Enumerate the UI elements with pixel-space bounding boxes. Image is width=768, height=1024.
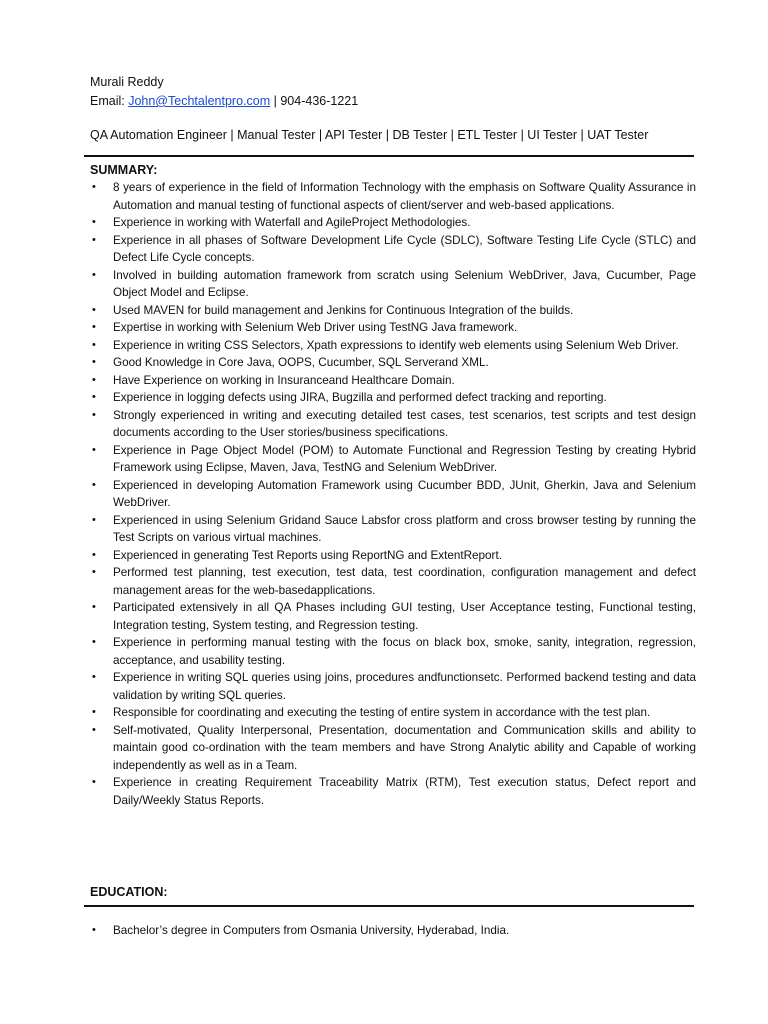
list-item-text: Good Knowledge in Core Java, OOPS, Cucumber, SQL Serverand XML.	[113, 356, 489, 369]
bullet-icon: •	[92, 373, 96, 386]
list-item	[90, 922, 696, 940]
education-divider	[84, 905, 694, 907]
bullet-icon: •	[92, 671, 96, 683]
list-item	[90, 634, 696, 669]
bullet-icon: •	[92, 338, 96, 351]
list-item	[90, 372, 696, 390]
list-item-text: Experience in working with Waterfall and AgileProject Methodologies.	[113, 216, 471, 229]
list-item	[90, 564, 696, 599]
list-item	[90, 354, 696, 372]
bullet-icon: •	[92, 706, 96, 718]
bullet-icon: •	[92, 478, 96, 491]
bullet-icon: •	[92, 924, 96, 936]
list-item	[90, 214, 696, 232]
bullet-icon: •	[92, 601, 96, 613]
candidate-name: Murali Reddy	[90, 75, 164, 89]
summary-list	[90, 179, 696, 809]
list-item	[90, 267, 696, 302]
bullet-icon: •	[92, 233, 96, 246]
header-divider	[84, 155, 694, 157]
list-item-text: Experience in writing CSS Selectors, Xpath expressions to identify web elements using Selenium Web Driver.	[113, 338, 679, 352]
bullet-icon: •	[92, 303, 96, 316]
list-item-text: Strongly experienced in writing and executing detailed test cases, test scenarios, test scripts and test design documents according to the User stories/business specifications.	[113, 408, 696, 439]
list-item-text: Used MAVEN for build management and Jenkins for Continuous Integration of the builds.	[113, 303, 574, 317]
bullet-icon: •	[92, 776, 96, 788]
list-item-text: 8 years of experience in the field of Information Technology with the emphasis on Software Quality Assurance in Automation and manual testing of functional aspects of client/server and web-based applications.	[113, 181, 696, 212]
list-item	[90, 477, 696, 512]
education-heading: EDUCATION:	[90, 885, 168, 899]
list-item-text: Experienced in developing Automation Framework using Cucumber BDD, JUnit, Gherkin, Java and Selenium WebDriver.	[113, 478, 696, 509]
bullet-icon: •	[92, 513, 96, 526]
list-item	[90, 774, 696, 809]
bullet-icon: •	[92, 356, 96, 368]
list-item	[90, 704, 696, 722]
list-item-text: Responsible for coordinating and executing the testing of entire system in accordance with the test plan.	[113, 706, 651, 719]
bullet-icon: •	[92, 321, 96, 333]
list-item-text: Experience in performing manual testing with the focus on black box, smoke, sanity, integration, regression, acceptance, and usability testing.	[113, 636, 696, 667]
summary-heading: SUMMARY:	[90, 163, 158, 177]
list-item-text: Expertise in working with Selenium Web Driver using TestNG Java framework.	[113, 321, 518, 334]
list-item-text: Experience in logging defects using JIRA, Bugzilla and performed defect tracking and reporting.	[113, 391, 607, 404]
email-link[interactable]: John@Techtalentpro.com	[128, 94, 271, 108]
list-item-text: Bachelor’s degree in Computers from Osmania University, Hyderabad, India.	[113, 924, 510, 937]
list-item-text: Experienced in generating Test Reports using ReportNG and ExtentReport.	[113, 548, 502, 562]
bullet-icon: •	[92, 636, 96, 648]
job-titles: QA Automation Engineer | Manual Tester | API Tester | DB Tester | ETL Tester | UI Tester | UAT Tester	[90, 128, 649, 142]
list-item	[90, 512, 696, 547]
bullet-icon: •	[92, 216, 96, 228]
list-item	[90, 547, 696, 565]
bullet-icon: •	[92, 548, 96, 561]
list-item	[90, 669, 696, 704]
education-list	[90, 922, 696, 940]
list-item-text: Self-motivated, Quality Interpersonal, Presentation, documentation and Communication skills and ability to maintain good co-ordination with the team members and have Strong Analytic ability and Capable of working independently as well as in a Team.	[113, 723, 696, 772]
bullet-icon: •	[92, 443, 96, 456]
list-item	[90, 407, 696, 442]
list-item-text: Involved in building automation framework from scratch using Selenium WebDriver, Java, Cucumber, Page Object Model and Eclipse.	[113, 268, 696, 299]
list-item-text: Experience in all phases of Software Development Life Cycle (SDLC), Software Testing Life Cycle (STLC) and Defect Life Cycle concepts.	[113, 233, 696, 264]
list-item-text: Performed test planning, test execution, test data, test coordination, configuration management and defect management areas for the web-basedapplications.	[113, 566, 696, 597]
email-label: Email:	[90, 94, 129, 108]
list-item	[90, 599, 696, 634]
list-item-text: Experience in creating Requirement Traceability Matrix (RTM), Test execution status, Defect report and Daily/Weekly Status Reports.	[113, 776, 696, 807]
list-item	[90, 337, 696, 355]
contact-separator: |	[270, 94, 281, 108]
list-item-text: Participated extensively in all QA Phases including GUI testing, User Acceptance testing, Functional testing, Integration testing, System testing, and Regression testing.	[113, 601, 696, 632]
list-item	[90, 179, 696, 214]
bullet-icon: •	[92, 391, 96, 403]
list-item	[90, 389, 696, 407]
list-item-text: Experience in Page Object Model (POM) to Automate Functional and Regression Testing by creating Hybrid Framework using Eclipse, Maven, Java, TestNG and Selenium WebDriver.	[113, 443, 696, 474]
bullet-icon: •	[92, 723, 96, 736]
phone-number: 904-436-1221	[280, 94, 359, 108]
list-item-text: Experienced in using Selenium Gridand Sauce Labsfor cross platform and cross browser testing by running the Test Scripts on various virtual machines.	[113, 513, 696, 544]
list-item	[90, 319, 696, 337]
bullet-icon: •	[92, 268, 96, 281]
list-item	[90, 232, 696, 267]
contact-line	[90, 93, 358, 109]
list-item	[90, 722, 696, 775]
list-item	[90, 302, 696, 320]
bullet-icon: •	[92, 408, 96, 421]
list-item-text: Have Experience on working in Insuranceand Healthcare Domain.	[113, 373, 455, 387]
bullet-icon: •	[92, 181, 96, 193]
bullet-icon: •	[92, 566, 96, 578]
list-item	[90, 442, 696, 477]
list-item-text: Experience in writing SQL queries using joins, procedures andfunctionsetc. Performed backend testing and data validation by writing SQL queries.	[113, 671, 696, 702]
